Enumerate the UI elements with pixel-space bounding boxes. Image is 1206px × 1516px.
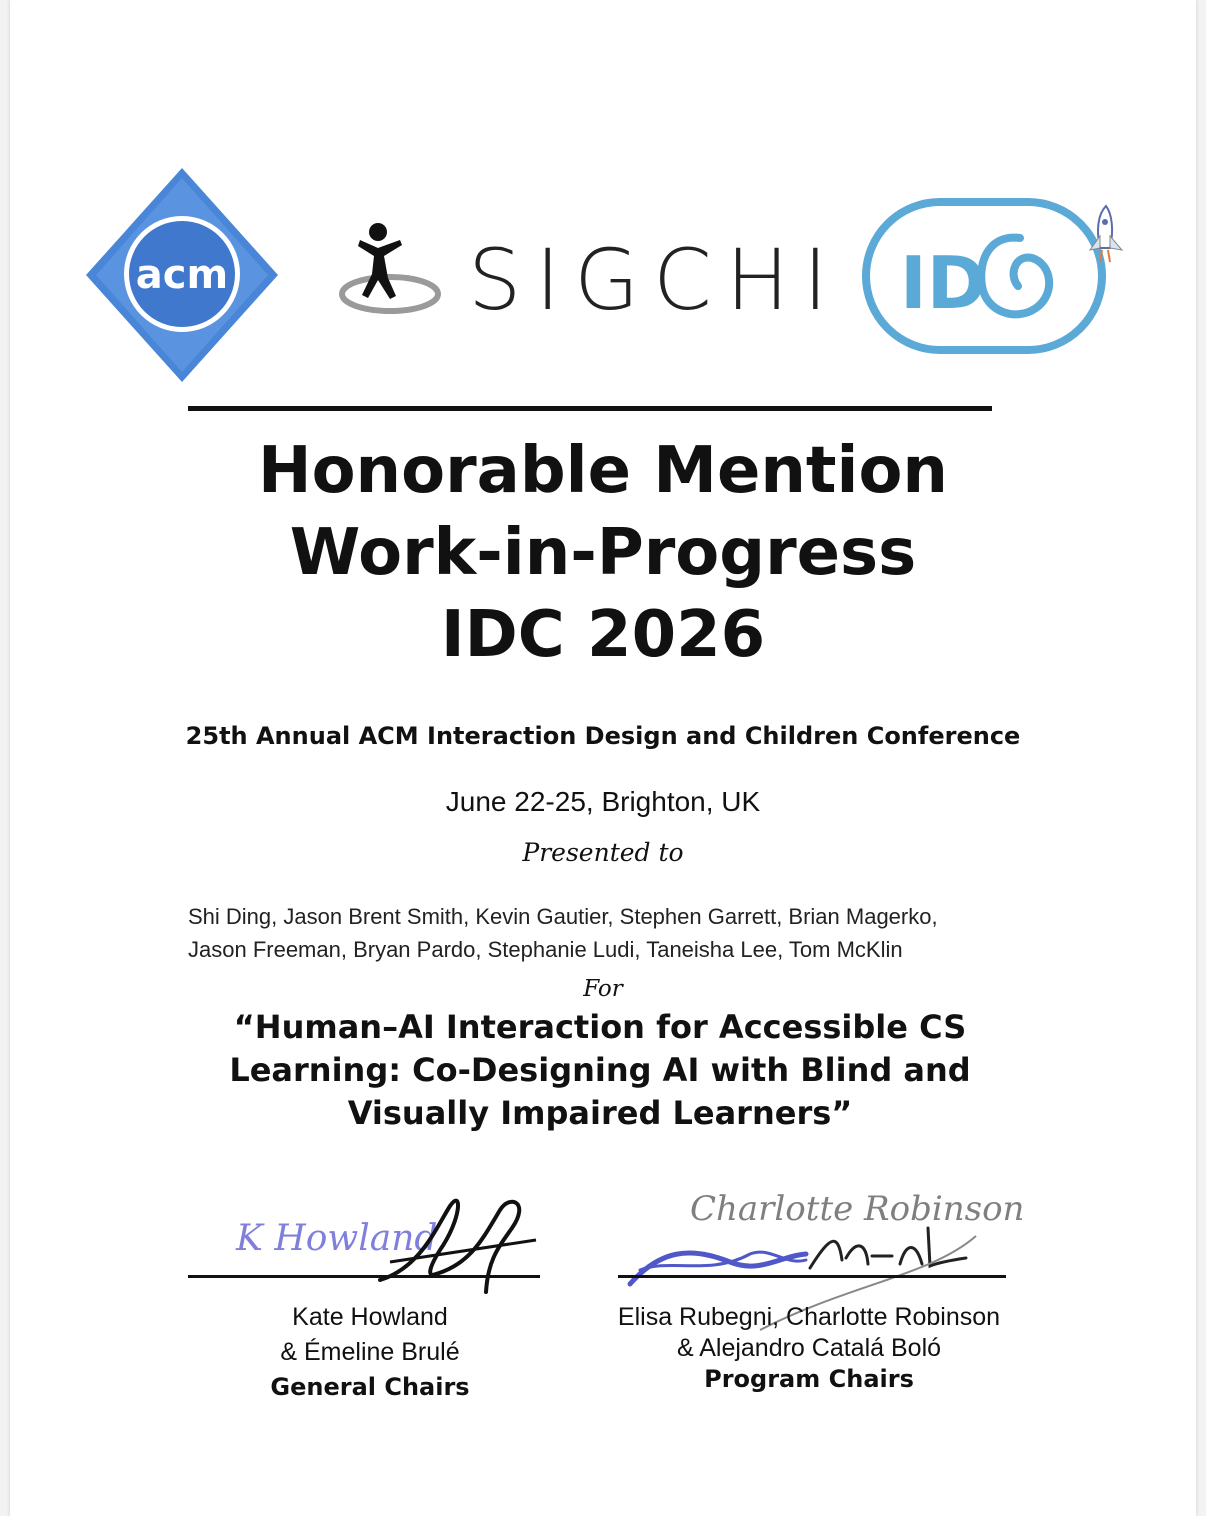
certificate-page [10,0,1196,1516]
paper-title-line: Visually Impaired Learners” [347,1094,853,1132]
award-title [10,430,1196,676]
program-chairs-signature [610,1180,1025,1310]
general-chairs-name: & Émeline Brulé [280,1338,460,1366]
general-chairs-signature [230,1188,560,1298]
recipients-line: Shi Ding, Jason Brent Smith, Kevin Gautier, Stephen Garrett, Brian Magerko, [188,904,938,929]
program-chairs-block [608,1300,1010,1397]
award-title-line: Work-in-Progress [289,516,917,590]
general-chairs-signature-line [188,1275,540,1278]
program-chairs-name: & Alejandro Catalá Boló [676,1334,942,1362]
paper-title [190,1006,1010,1135]
award-title-line: IDC 2026 [440,598,766,672]
paper-title-line: Learning: Co-Designing AI with Blind and [229,1051,971,1089]
dates-location: June 22-25, Brighton, UK [445,786,761,817]
program-chairs-role: Program Chairs [704,1365,914,1393]
recipients-line: Jason Freeman, Bryan Pardo, Stephanie Ludi, Taneisha Lee, Tom McKlin [188,937,903,962]
sigchi-wordmark: SIGCHI [468,231,842,329]
idc-logo-text: ID [900,241,987,325]
general-chairs-role: General Chairs [270,1373,470,1401]
award-title-line: Honorable Mention [258,434,948,508]
general-chairs-name: Kate Howland [292,1303,448,1331]
presented-to-label: Presented to [522,838,684,867]
paper-title-line: “Human–AI Interaction for Accessible CS [233,1008,967,1046]
header-divider [188,406,992,411]
acm-logo [82,164,282,386]
acm-logo-text: acm [135,252,229,298]
conference-name: 25th Annual ACM Interaction Design and Children Conference [185,722,1021,750]
program-chairs-name: Elisa Rubegni, Charlotte Robinson [617,1303,1001,1331]
program-chairs-signature-line [618,1275,1006,1278]
signature-text: K Howland [236,1218,438,1259]
for-label: For [583,976,623,1002]
idc-logo [860,190,1130,360]
sigchi-figure-icon [338,218,458,322]
signature-text: Charlotte Robinson [690,1189,1025,1229]
general-chairs-block [198,1300,542,1405]
recipients [188,900,1048,966]
